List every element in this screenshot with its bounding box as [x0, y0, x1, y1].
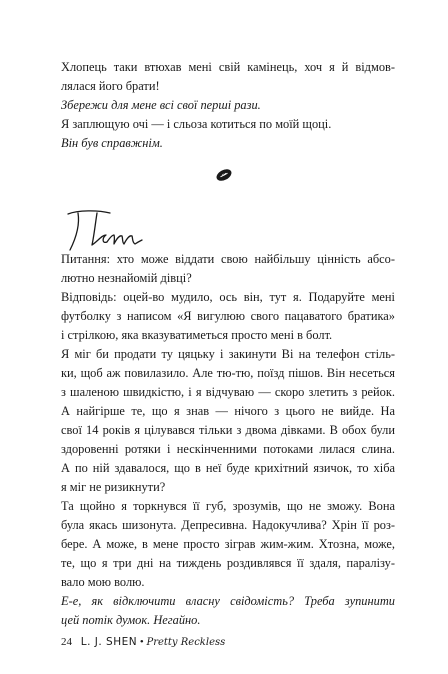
text-line: Е-е, як відключити власну свідомість? Треба зупинити [61, 594, 395, 608]
text-line: вало мою волю. [61, 575, 145, 589]
text-line: була якась шизонута. Депресивна. Надокучлива? Хрін її роз- [61, 518, 395, 532]
text-line: Я міг би продати ту цяцьку і закинути Ві на телефон стіль- [61, 347, 395, 361]
text-line: з шаленою швидкістю, і я відчуваю — скоро злетить з рейок. [61, 385, 395, 399]
text-line: Та щойно я торкнувся її губ, зрозумів, що не зможу. Вона [61, 499, 395, 513]
text-line: Відповідь: оцей-во мудило, ось він, тут я. Подаруйте мені [61, 290, 395, 304]
text-line: Я заплющую очі — і сльоза котиться по моїй щоці. [61, 117, 332, 131]
text-line: ки, щоб аж повилазило. Але тю-тю, поїзд пішов. Він несеться [61, 366, 395, 380]
text-line: лялася його брати! [61, 79, 160, 93]
text-line: Збережи для мене всі свої перші рази. [61, 98, 261, 112]
text-line: Питання: хто може віддати свою найбільшу цінність абсо- [61, 252, 395, 266]
text-line: те, що я три дні на тиждень роздивлявся її здаля, паралізу- [61, 556, 395, 570]
footer-separator: • [139, 636, 144, 648]
text-line: футболку з написом «Я вигулюю свого пацаватого братика» [61, 309, 395, 323]
section-heading [60, 205, 170, 253]
text-line: цей потік думок. Негайно. [61, 613, 201, 627]
text-line: Хлопець таки втюхав мені свій камінець, хоч я й відмов- [61, 60, 395, 74]
text-line: А по ній здавалося, що в неї буде крихітний язичок, то хіба [61, 461, 395, 475]
text-line: я міг не ризикнути? [61, 480, 166, 494]
text-line: бере. А може, в мене просто зіграв жим-жим. Хтозна, може, [61, 537, 395, 551]
text-line: і стрілкою, яка вказуватиметься просто мені в болт. [61, 328, 333, 342]
text-line: Він був справжнім. [61, 136, 163, 150]
footer-book-title: Pretty Reckless [146, 637, 226, 648]
footer-author: L. J. SHEN [80, 636, 138, 648]
page-number: 24 [61, 636, 72, 648]
text-line: свої 14 років я цілувався тільки з двома дівками. В обох були [61, 423, 395, 437]
text-line: лютно незнайомій дівці? [61, 271, 192, 285]
football-icon [215, 168, 233, 182]
page-footer [61, 635, 225, 650]
text-line: А найгірше те, що я знав — нічого з цього не вийде. На [61, 404, 395, 418]
text-line: здоровенні ротяки і нескінченними потоками лилася слина. [61, 442, 395, 456]
